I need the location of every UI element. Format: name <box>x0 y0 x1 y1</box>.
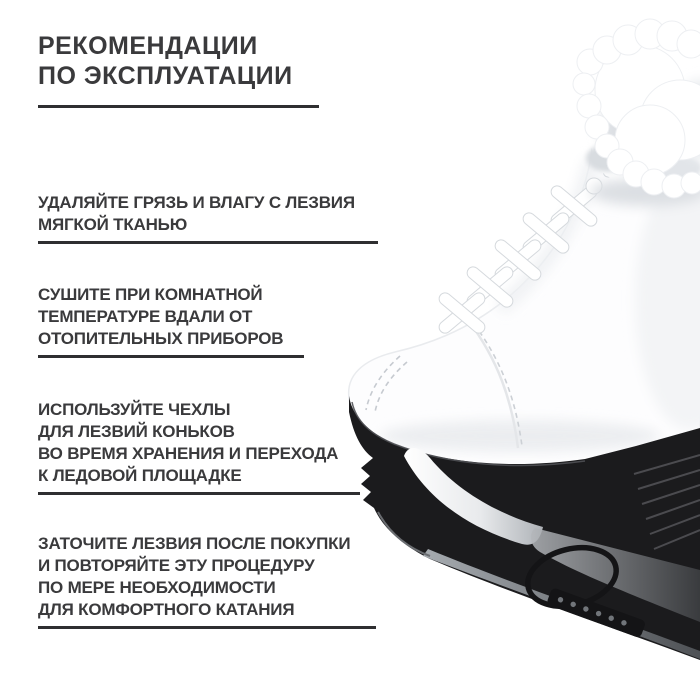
tip-line: ПО МЕРЕ НЕОБХОДИМОСТИ <box>38 578 276 597</box>
tip-text <box>38 533 376 621</box>
tip-line: УДАЛЯЙТЕ ГРЯЗЬ И ВЛАГУ С ЛЕЗВИЯ <box>38 193 355 212</box>
tip-line: ВО ВРЕМЯ ХРАНЕНИЯ И ПЕРЕХОДА <box>38 444 339 463</box>
tip-line: ДЛЯ ЛЕЗВИЙ КОНЬКОВ <box>38 422 235 441</box>
tip-text <box>38 192 378 236</box>
tip-item <box>38 284 304 358</box>
title-underline <box>38 105 319 108</box>
tip-item <box>38 192 378 244</box>
page-title-line: РЕКОМЕНДАЦИИ <box>38 32 258 60</box>
tip-item <box>38 533 376 629</box>
tip-line: К ЛЕДОВОЙ ПЛОЩАДКЕ <box>38 466 242 485</box>
tip-line: ОТОПИТЕЛЬНЫХ ПРИБОРОВ <box>38 329 284 348</box>
tip-underline <box>38 492 360 495</box>
tip-text <box>38 284 304 350</box>
tip-underline <box>38 355 304 358</box>
tip-line: ИСПОЛЬЗУЙТЕ ЧЕХЛЫ <box>38 400 231 419</box>
page-title-line: ПО ЭКСПЛУАТАЦИИ <box>38 62 293 90</box>
tip-underline <box>38 626 376 629</box>
tip-line: И ПОВТОРЯЙТЕ ЭТУ ПРОЦЕДУРУ <box>38 556 315 575</box>
tip-text <box>38 399 360 487</box>
tip-item <box>38 399 360 495</box>
tip-line: МЯГКОЙ ТКАНЬЮ <box>38 215 188 234</box>
tip-line: ЗАТОЧИТЕ ЛЕЗВИЯ ПОСЛЕ ПОКУПКИ <box>38 534 351 553</box>
tip-line: ДЛЯ КОМФОРТНОГО КАТАНИЯ <box>38 600 295 619</box>
tip-line: СУШИТЕ ПРИ КОМНАТНОЙ <box>38 285 263 304</box>
tip-underline <box>38 241 378 244</box>
tip-line: ТЕМПЕРАТУРЕ ВДАЛИ ОТ <box>38 307 253 326</box>
page-title <box>38 31 293 91</box>
